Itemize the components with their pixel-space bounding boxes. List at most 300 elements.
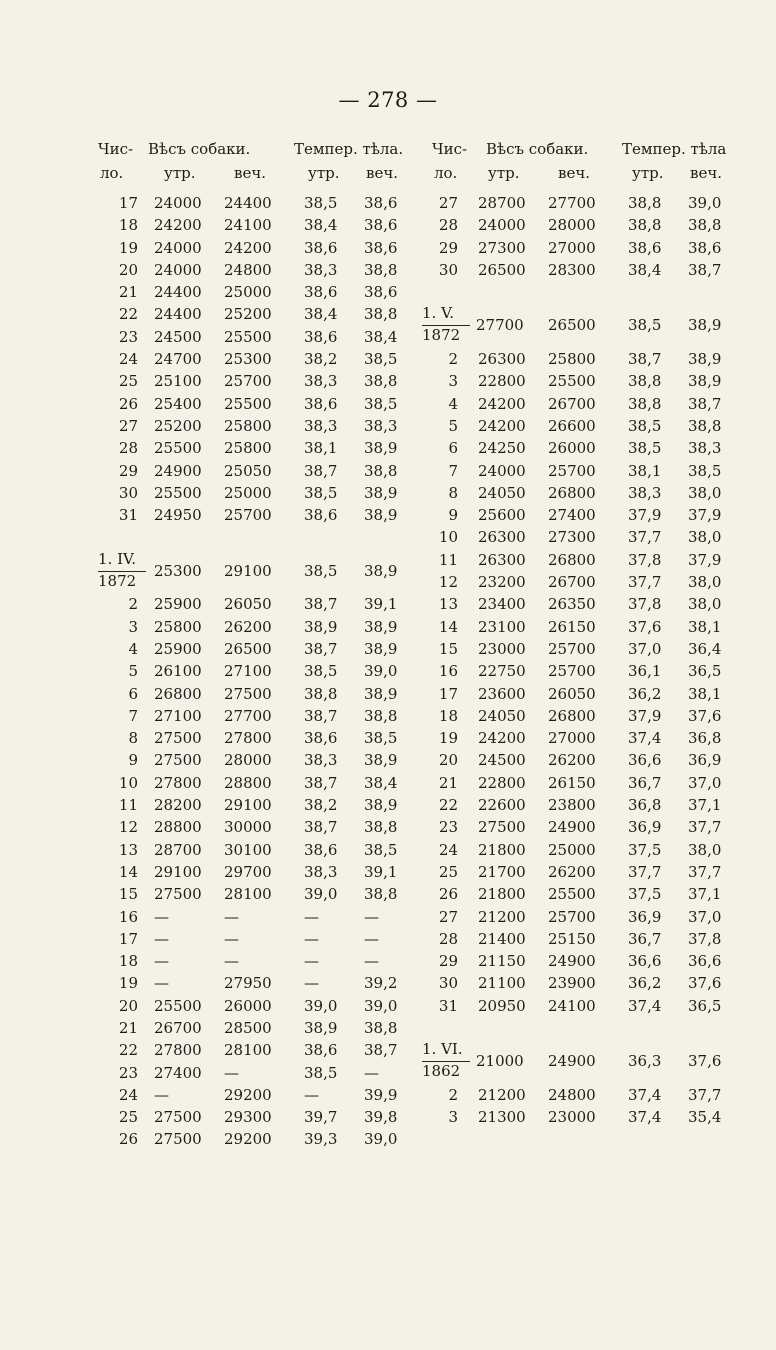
- day-number: 6: [128, 684, 138, 703]
- temp-morning: 37,7: [628, 528, 662, 547]
- right-table: [422, 140, 744, 1128]
- weight-evening: 26050: [548, 684, 596, 703]
- weight-morning: 21000: [476, 1052, 524, 1071]
- table-row: [98, 1128, 416, 1150]
- temp-evening: 38,6: [364, 194, 398, 212]
- day-number: 15: [438, 639, 458, 658]
- weight-morning: 26500: [478, 260, 526, 279]
- temp-morning: —: [304, 907, 319, 926]
- day-number: 5: [448, 416, 458, 435]
- weight-morning: 25400: [154, 394, 202, 413]
- weight-evening: 26500: [548, 316, 596, 335]
- temp-morning: 38,7: [304, 461, 338, 480]
- day-number: 13: [118, 840, 138, 859]
- temp-morning: 37,5: [628, 885, 662, 904]
- temp-morning: 38,3: [304, 416, 338, 435]
- temp-evening: 38,7: [364, 1041, 398, 1060]
- day-number: 2: [448, 350, 458, 369]
- temp-morning: 38,1: [304, 439, 338, 458]
- weight-evening: 24800: [548, 1085, 596, 1104]
- weight-evening: 26800: [548, 550, 596, 569]
- temp-evening: 38,0: [688, 573, 722, 592]
- temp-morning: 36,9: [628, 907, 662, 926]
- temp-evening: 38,7: [688, 394, 722, 413]
- table-row: [422, 415, 744, 437]
- temp-evening: 36,4: [688, 639, 722, 658]
- weight-evening: 25000: [224, 283, 272, 302]
- temp-evening: 38,9: [688, 372, 722, 391]
- temp-morning: 37,4: [628, 996, 662, 1015]
- day-number: 18: [118, 216, 138, 235]
- weight-morning: 26300: [478, 350, 526, 369]
- weight-morning: 27400: [154, 1063, 202, 1082]
- day-number: 19: [438, 729, 458, 748]
- table-row: [98, 995, 416, 1017]
- temp-evening: 38,9: [364, 561, 398, 580]
- weight-morning: 24400: [154, 305, 202, 324]
- temp-morning: 37,9: [628, 706, 662, 725]
- temp-morning: 38,6: [304, 729, 338, 748]
- table-row: [98, 906, 416, 928]
- day-number: 11: [438, 550, 458, 569]
- temp-morning: 37,5: [628, 840, 662, 859]
- temp-evening: 38,0: [688, 840, 722, 859]
- temp-evening: 38,6: [364, 216, 398, 235]
- table-row: [98, 972, 416, 994]
- temp-evening: 38,9: [688, 316, 722, 335]
- weight-morning: 23400: [478, 595, 526, 614]
- temp-morning: 38,6: [304, 327, 338, 346]
- temp-evening: 38,6: [364, 238, 398, 257]
- weight-evening: 26150: [548, 773, 596, 792]
- table-row: [98, 326, 416, 348]
- weight-evening: 26150: [548, 617, 596, 636]
- temp-evening: 37,9: [688, 550, 722, 569]
- temp-evening: 38,1: [688, 617, 722, 636]
- weight-morning: —: [154, 907, 169, 926]
- table-row: [98, 928, 416, 950]
- table-row: [422, 705, 744, 727]
- temp-evening: 39,0: [688, 194, 722, 212]
- temp-morning: 38,7: [304, 818, 338, 837]
- day-number: 8: [128, 729, 138, 748]
- day-number: 2: [128, 595, 138, 614]
- weight-evening: 26200: [224, 617, 272, 636]
- weight-evening: 28100: [224, 885, 272, 904]
- temp-evening: 38,0: [688, 595, 722, 614]
- weight-morning: 21100: [478, 974, 526, 993]
- weight-morning: 27300: [478, 238, 526, 257]
- month-start-row: [422, 1039, 744, 1084]
- temp-morning: 38,3: [304, 862, 338, 881]
- table-row: [98, 214, 416, 236]
- table-row: [422, 749, 744, 771]
- temp-evening: 38,8: [364, 260, 398, 279]
- temp-evening: 38,9: [364, 796, 398, 815]
- temp-morning: 37,6: [628, 617, 662, 636]
- header-temp-morning: утр.: [308, 164, 340, 182]
- table-row: [422, 906, 744, 928]
- temp-morning: 38,3: [304, 751, 338, 770]
- temp-evening: 38,5: [364, 394, 398, 413]
- weight-evening: 27800: [224, 729, 272, 748]
- weight-morning: 25200: [154, 416, 202, 435]
- temp-evening: 38,9: [364, 439, 398, 458]
- table-row: [98, 1106, 416, 1128]
- weight-evening: 25700: [224, 372, 272, 391]
- temp-evening: 37,1: [688, 885, 722, 904]
- table-row: [98, 839, 416, 861]
- table-row: [98, 950, 416, 972]
- temp-morning: 38,6: [304, 1041, 338, 1060]
- table-row: [422, 214, 744, 236]
- weight-morning: 25900: [154, 639, 202, 658]
- weight-morning: 23200: [478, 573, 526, 592]
- weight-evening: 27300: [548, 528, 596, 547]
- temp-morning: 36,2: [628, 684, 662, 703]
- weight-morning: 24200: [154, 216, 202, 235]
- day-number: 27: [438, 907, 458, 926]
- temp-evening: 38,1: [688, 684, 722, 703]
- temp-evening: —: [364, 952, 379, 971]
- table-row: [98, 348, 416, 370]
- table-row: [422, 638, 744, 660]
- date-label: [98, 549, 146, 590]
- temp-morning: 38,5: [304, 483, 338, 502]
- weight-morning: 27500: [154, 751, 202, 770]
- date-year: 1872: [422, 325, 470, 344]
- weight-evening: 26800: [548, 483, 596, 502]
- day-number: 23: [438, 818, 458, 837]
- temp-evening: 38,0: [688, 483, 722, 502]
- table-row: [98, 303, 416, 325]
- temp-evening: 37,7: [688, 1085, 722, 1104]
- date-day-month: 1. IV.: [98, 549, 136, 568]
- temp-morning: —: [304, 952, 319, 971]
- temp-evening: 38,4: [364, 773, 398, 792]
- temp-evening: 38,3: [688, 439, 722, 458]
- weight-morning: —: [154, 974, 169, 993]
- weight-evening: —: [224, 907, 239, 926]
- table-row: [422, 928, 744, 950]
- header-row-2: [98, 164, 416, 186]
- weight-morning: —: [154, 1085, 169, 1104]
- weight-morning: 28800: [154, 818, 202, 837]
- table-row: [98, 370, 416, 392]
- temp-evening: 38,9: [364, 617, 398, 636]
- temp-morning: 38,5: [304, 662, 338, 681]
- weight-evening: 24900: [548, 1052, 596, 1071]
- weight-evening: 23800: [548, 796, 596, 815]
- temp-evening: 39,2: [364, 974, 398, 993]
- day-number: 25: [118, 372, 138, 391]
- table-row: [98, 683, 416, 705]
- table-row: [98, 861, 416, 883]
- weight-morning: 20950: [478, 996, 526, 1015]
- weight-morning: 24000: [154, 238, 202, 257]
- header-weight-evening: веч.: [558, 164, 591, 182]
- weight-morning: 23100: [478, 617, 526, 636]
- month-start-row: [422, 303, 744, 348]
- temp-evening: 38,9: [364, 639, 398, 658]
- header-body-temp: Темпер. тѣла.: [294, 140, 404, 158]
- temp-evening: 39,1: [364, 595, 398, 614]
- weight-evening: 24100: [548, 996, 596, 1015]
- temp-morning: 38,2: [304, 796, 338, 815]
- date-year: 1872: [98, 571, 146, 590]
- day-number: 17: [118, 194, 138, 212]
- weight-evening: 26600: [548, 416, 596, 435]
- table-row: [422, 549, 744, 571]
- day-number: 8: [448, 483, 458, 502]
- weight-evening: 27000: [548, 238, 596, 257]
- weight-morning: 25900: [154, 595, 202, 614]
- day-number: 13: [438, 595, 458, 614]
- weight-evening: 29300: [224, 1108, 272, 1127]
- temp-evening: 37,7: [688, 818, 722, 837]
- temp-morning: 38,1: [628, 461, 662, 480]
- weight-morning: 26300: [478, 550, 526, 569]
- weight-evening: —: [224, 1063, 239, 1082]
- day-number: 16: [118, 907, 138, 926]
- weight-morning: 27500: [478, 818, 526, 837]
- temp-evening: 37,6: [688, 706, 722, 725]
- left-table: [98, 140, 416, 1151]
- weight-morning: 24500: [154, 327, 202, 346]
- weight-evening: 25200: [224, 305, 272, 324]
- temp-morning: 36,8: [628, 796, 662, 815]
- temp-evening: 38,4: [364, 327, 398, 346]
- day-number: 16: [438, 662, 458, 681]
- header-temp-morning: утр.: [632, 164, 664, 182]
- temp-evening: 38,9: [364, 483, 398, 502]
- weight-morning: 27500: [154, 1108, 202, 1127]
- table-row: [98, 883, 416, 905]
- temp-evening: 38,9: [688, 350, 722, 369]
- weight-evening: 25800: [224, 416, 272, 435]
- weight-evening: 26200: [548, 862, 596, 881]
- weight-morning: 24200: [478, 729, 526, 748]
- table-row: [422, 348, 744, 370]
- header-day: Чис-: [98, 140, 134, 158]
- table-row: [422, 972, 744, 994]
- weight-morning: 21400: [478, 929, 526, 948]
- weight-morning: 27500: [154, 1130, 202, 1149]
- temp-evening: 38,8: [688, 216, 722, 235]
- table-row: [98, 705, 416, 727]
- weight-evening: 29200: [224, 1085, 272, 1104]
- table-row: [422, 370, 744, 392]
- temp-evening: 37,1: [688, 796, 722, 815]
- temp-evening: 38,5: [364, 840, 398, 859]
- weight-evening: 28500: [224, 1018, 272, 1037]
- temp-evening: 36,5: [688, 662, 722, 681]
- weight-evening: 24800: [224, 260, 272, 279]
- weight-morning: 24000: [478, 216, 526, 235]
- day-number: 30: [438, 260, 458, 279]
- temp-morning: 38,5: [304, 194, 338, 212]
- temp-morning: 37,7: [628, 862, 662, 881]
- weight-evening: 27950: [224, 974, 272, 993]
- temp-evening: 39,1: [364, 862, 398, 881]
- weight-evening: 27400: [548, 506, 596, 525]
- table-row: [98, 816, 416, 838]
- temp-evening: —: [364, 907, 379, 926]
- header-weight-evening: веч.: [234, 164, 267, 182]
- weight-evening: 30000: [224, 818, 272, 837]
- weight-morning: 27800: [154, 1041, 202, 1060]
- temp-morning: 38,6: [304, 283, 338, 302]
- weight-evening: 24100: [224, 216, 272, 235]
- table-row: [98, 638, 416, 660]
- temp-morning: —: [304, 1085, 319, 1104]
- day-number: 24: [438, 840, 458, 859]
- temp-morning: 37,4: [628, 1108, 662, 1127]
- table-row: [98, 794, 416, 816]
- weight-morning: 24000: [154, 194, 202, 212]
- table-row: [422, 616, 744, 638]
- temp-evening: —: [364, 1063, 379, 1082]
- weight-evening: 29100: [224, 561, 272, 580]
- header-day-cont: ло.: [434, 164, 458, 182]
- weight-morning: 24050: [478, 706, 526, 725]
- weight-morning: 23000: [478, 639, 526, 658]
- table-row: [98, 460, 416, 482]
- table-row: [422, 571, 744, 593]
- day-number: 4: [128, 639, 138, 658]
- weight-evening: 28300: [548, 260, 596, 279]
- temp-evening: 38,0: [688, 528, 722, 547]
- temp-evening: 36,5: [688, 996, 722, 1015]
- weight-morning: 24500: [478, 751, 526, 770]
- weight-morning: 25100: [154, 372, 202, 391]
- temp-evening: 36,9: [688, 751, 722, 770]
- weight-morning: 22750: [478, 662, 526, 681]
- day-number: 12: [118, 818, 138, 837]
- spacer-row: [422, 1017, 744, 1039]
- weight-evening: 26350: [548, 595, 596, 614]
- header-body-temp: Темпер. тѣла: [622, 140, 727, 158]
- day-number: 22: [438, 796, 458, 815]
- weight-evening: 26000: [548, 439, 596, 458]
- temp-morning: 38,8: [628, 194, 662, 212]
- temp-evening: 39,8: [364, 1108, 398, 1127]
- temp-morning: 36,7: [628, 929, 662, 948]
- table-row: [98, 237, 416, 259]
- weight-morning: 27700: [476, 316, 524, 335]
- weight-evening: 27500: [224, 684, 272, 703]
- temp-morning: 37,8: [628, 595, 662, 614]
- day-number: 23: [118, 1063, 138, 1082]
- temp-morning: 38,5: [628, 416, 662, 435]
- temp-morning: 38,8: [628, 216, 662, 235]
- weight-evening: —: [224, 929, 239, 948]
- weight-evening: 25500: [224, 394, 272, 413]
- temp-evening: 36,8: [688, 729, 722, 748]
- temp-morning: 38,7: [628, 350, 662, 369]
- temp-morning: 38,5: [304, 1063, 338, 1082]
- day-number: 24: [118, 350, 138, 369]
- weight-evening: 25800: [548, 350, 596, 369]
- day-number: 25: [438, 862, 458, 881]
- table-row: [98, 1017, 416, 1039]
- right-table-body: [422, 192, 744, 1128]
- day-number: 20: [118, 996, 138, 1015]
- weight-evening: 23000: [548, 1108, 596, 1127]
- weight-morning: 25500: [154, 483, 202, 502]
- weight-evening: 28000: [548, 216, 596, 235]
- day-number: 7: [448, 461, 458, 480]
- temp-evening: 37,0: [688, 907, 722, 926]
- temp-morning: 39,7: [304, 1108, 338, 1127]
- table-row: [98, 727, 416, 749]
- weight-evening: 25700: [548, 639, 596, 658]
- weight-evening: 27000: [548, 729, 596, 748]
- day-number: 14: [438, 617, 458, 636]
- weight-evening: 27100: [224, 662, 272, 681]
- day-number: 17: [438, 684, 458, 703]
- temp-morning: —: [304, 974, 319, 993]
- temp-evening: 38,9: [364, 506, 398, 525]
- day-number: 9: [448, 506, 458, 525]
- temp-evening: 38,8: [688, 416, 722, 435]
- weight-morning: 25300: [154, 561, 202, 580]
- day-number: 9: [128, 751, 138, 770]
- header-weight-morning: утр.: [488, 164, 520, 182]
- weight-morning: 24000: [154, 260, 202, 279]
- weight-morning: —: [154, 952, 169, 971]
- table-row: [98, 259, 416, 281]
- temp-evening: 35,4: [688, 1108, 722, 1127]
- temp-morning: 39,3: [304, 1130, 338, 1149]
- day-number: 15: [118, 885, 138, 904]
- header-dog-weight: Вѣсъ собаки.: [486, 140, 589, 158]
- weight-evening: 29100: [224, 796, 272, 815]
- temp-morning: 38,4: [628, 260, 662, 279]
- temp-evening: 38,5: [364, 729, 398, 748]
- weight-morning: 24400: [154, 283, 202, 302]
- weight-morning: 21800: [478, 885, 526, 904]
- day-number: 3: [128, 617, 138, 636]
- table-row: [98, 415, 416, 437]
- day-number: 29: [438, 952, 458, 971]
- temp-morning: 37,4: [628, 729, 662, 748]
- temp-evening: 37,6: [688, 1052, 722, 1071]
- table-row: [422, 683, 744, 705]
- month-start-row: [98, 549, 416, 594]
- table-row: [98, 504, 416, 526]
- day-number: 21: [118, 283, 138, 302]
- weight-evening: 26050: [224, 595, 272, 614]
- day-number: 20: [118, 260, 138, 279]
- weight-morning: 24000: [478, 461, 526, 480]
- temp-morning: 38,4: [304, 216, 338, 235]
- header-temp-evening: веч.: [690, 164, 723, 182]
- temp-morning: 38,2: [304, 350, 338, 369]
- temp-morning: 37,0: [628, 639, 662, 658]
- day-number: 10: [118, 773, 138, 792]
- table-row: [422, 504, 744, 526]
- weight-evening: 28100: [224, 1041, 272, 1060]
- spacer-row: [98, 526, 416, 548]
- temp-evening: 39,9: [364, 1085, 398, 1104]
- weight-morning: 23600: [478, 684, 526, 703]
- temp-evening: 38,5: [688, 461, 722, 480]
- temp-evening: 38,3: [364, 416, 398, 435]
- temp-evening: 38,8: [364, 1018, 398, 1037]
- day-number: 29: [118, 461, 138, 480]
- table-row: [422, 593, 744, 615]
